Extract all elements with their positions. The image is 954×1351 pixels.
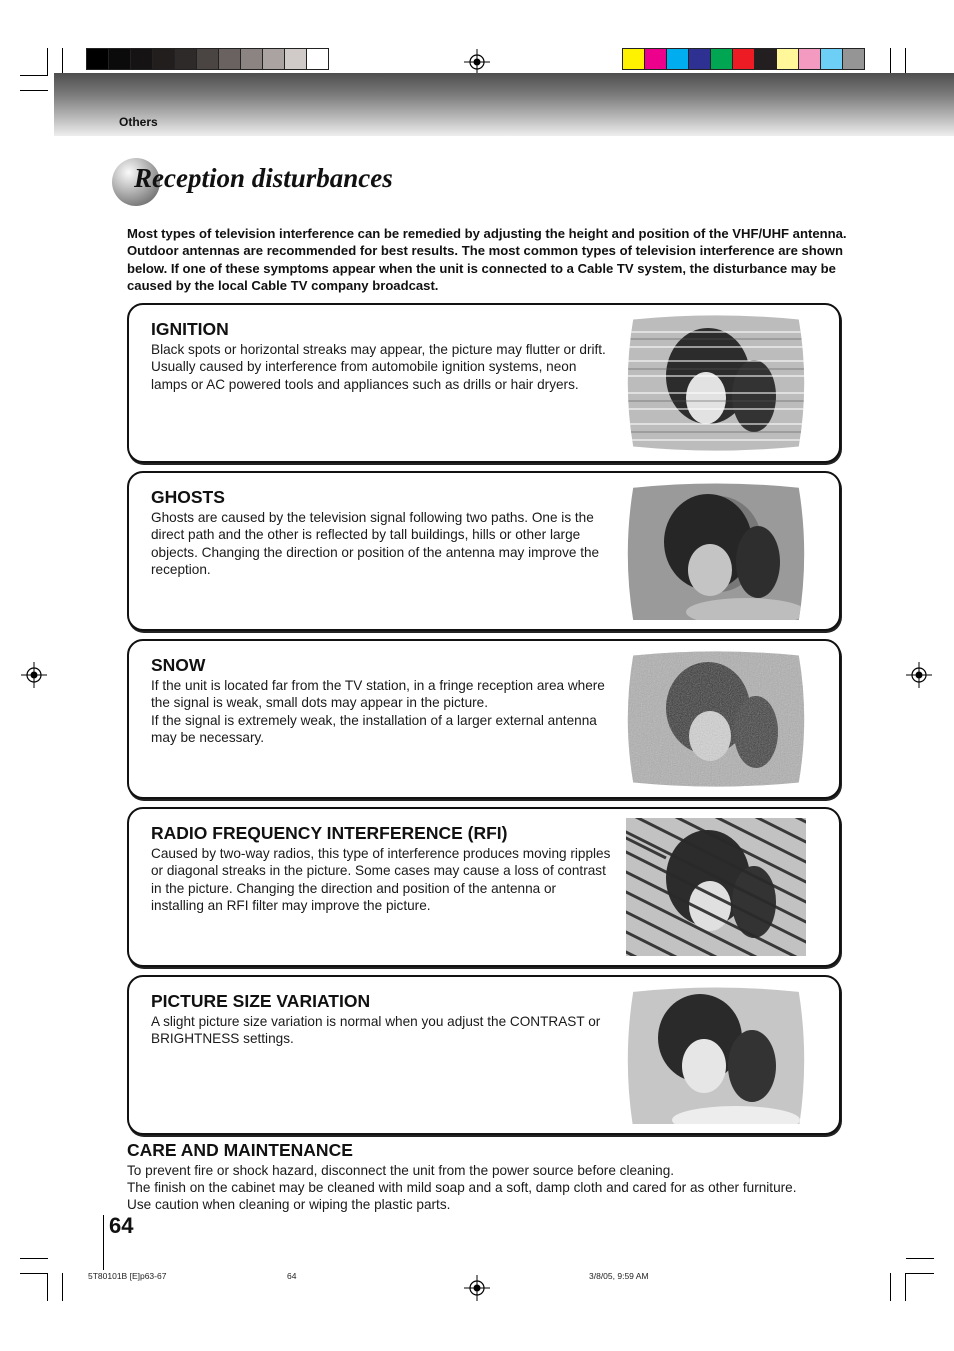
section-label: Others	[119, 115, 158, 129]
section-title-ghosts: GHOSTS	[151, 487, 225, 507]
registration-mark-top-icon	[464, 49, 490, 75]
intro-paragraph: Most types of television interference can be remedied by adjusting the height and position of the VHF/UHF antenna. Outdoor antennas are recommended for best results. The most common types of television interference are shown below. If one of these symptoms appear when the unit is connected to a Cable TV system, the disturbance may be caused by the local Cable TV company broadcast.	[127, 226, 847, 293]
tv-ignition-image	[626, 314, 806, 452]
crop-mark	[62, 48, 63, 76]
color-swatch	[799, 49, 821, 69]
section-title-picture-size: PICTURE SIZE VARIATION	[151, 991, 371, 1011]
crop-mark	[906, 1273, 934, 1274]
tv-ghosts-image	[626, 482, 806, 620]
footer-date: 3/8/05, 9:59 AM	[589, 1271, 649, 1281]
section-body-snow: If the unit is located far from the TV station, in a fringe reception area where the signal is weak, small dots may appear in the picture. If the signal is extremely weak, the installation of a larger external antenna may be necessary.	[151, 678, 605, 745]
page-title: Reception disturbances	[134, 163, 393, 193]
section-body-picture-size: A slight picture size variation is normal when you adjust the CONTRAST or BRIGHTNESS settings.	[151, 1014, 601, 1047]
color-swatch	[733, 49, 755, 69]
page-number: 64	[109, 1213, 134, 1238]
registration-mark-bottom-icon	[464, 1275, 490, 1301]
tv-snow-image	[626, 650, 806, 788]
color-swatch	[87, 49, 109, 69]
crop-mark	[62, 1273, 63, 1301]
color-swatch	[307, 49, 328, 69]
crop-mark	[20, 75, 48, 76]
section-title-snow: SNOW	[151, 655, 206, 675]
tv-size-variation-image	[626, 986, 806, 1124]
care-line: Use caution when cleaning or wiping the plastic parts.	[127, 1197, 451, 1212]
crop-mark	[906, 1258, 934, 1259]
color-swatch	[109, 49, 131, 69]
grayscale-calibration-bar	[86, 48, 329, 70]
care-line: To prevent fire or shock hazard, disconnect the unit from the power source before cleaning.	[127, 1163, 675, 1178]
crop-mark	[20, 1258, 48, 1259]
registration-mark-left-icon	[21, 662, 47, 688]
footer-page: 64	[287, 1271, 297, 1281]
section-title-ignition: IGNITION	[151, 319, 229, 339]
crop-mark	[890, 1273, 891, 1301]
crop-mark	[20, 1273, 48, 1274]
header-band	[54, 73, 954, 136]
color-swatch	[153, 49, 175, 69]
care-maintenance-title: CARE AND MAINTENANCE	[127, 1140, 353, 1160]
footer-file-name: 5T80101B [E]p63-67	[88, 1271, 167, 1281]
section-body-ghosts: Ghosts are caused by the television signal following two paths. One is the direct path and the other is reflected by tall buildings, hills or other large objects. Changing the direction or position of the antenna may improve the reception.	[151, 510, 600, 577]
color-swatch	[285, 49, 307, 69]
color-swatch	[777, 49, 799, 69]
crop-mark	[890, 48, 891, 76]
color-swatch	[623, 49, 645, 69]
page-edge-line	[103, 1215, 104, 1270]
crop-mark	[47, 48, 48, 76]
color-swatch	[689, 49, 711, 69]
crop-mark	[905, 1273, 906, 1301]
crop-mark	[905, 48, 906, 76]
color-swatch	[219, 49, 241, 69]
section-body-ignition: Black spots or horizontal streaks may appear, the picture may flutter or drift. Usually caused by interference from automobile ignition systems, neon lamps or AC powered tools and appliances such as drills or hair dryers.	[151, 342, 606, 392]
section-box-picture-size	[127, 975, 841, 1135]
color-swatch	[241, 49, 263, 69]
color-calibration-bar	[622, 48, 865, 70]
registration-mark-right-icon	[906, 662, 932, 688]
section-box-ignition	[127, 303, 841, 463]
color-swatch	[263, 49, 285, 69]
color-swatch	[131, 49, 153, 69]
color-swatch	[645, 49, 667, 69]
care-line: The finish on the cabinet may be cleaned with mild soap and a soft, damp cloth and cared for as other furniture.	[127, 1180, 797, 1195]
color-swatch	[821, 49, 843, 69]
tv-rfi-image	[626, 818, 806, 956]
color-swatch	[711, 49, 733, 69]
color-swatch	[755, 49, 777, 69]
section-body-rfi: Caused by two-way radios, this type of interference produces moving ripples or diagonal streaks in the picture. Some cases may cause a loss of contrast in the picture. Changing the direction and position of the antenna or installing an RFI filter may improve the picture.	[151, 846, 611, 913]
color-swatch	[843, 49, 864, 69]
section-box-ghosts	[127, 471, 841, 631]
crop-mark	[47, 1273, 48, 1301]
color-swatch	[197, 49, 219, 69]
section-title-rfi: RADIO FREQUENCY INTERFERENCE (RFI)	[151, 823, 508, 843]
color-swatch	[175, 49, 197, 69]
section-box-snow	[127, 639, 841, 799]
color-swatch	[667, 49, 689, 69]
section-box-rfi	[127, 807, 841, 967]
crop-mark	[20, 90, 48, 91]
